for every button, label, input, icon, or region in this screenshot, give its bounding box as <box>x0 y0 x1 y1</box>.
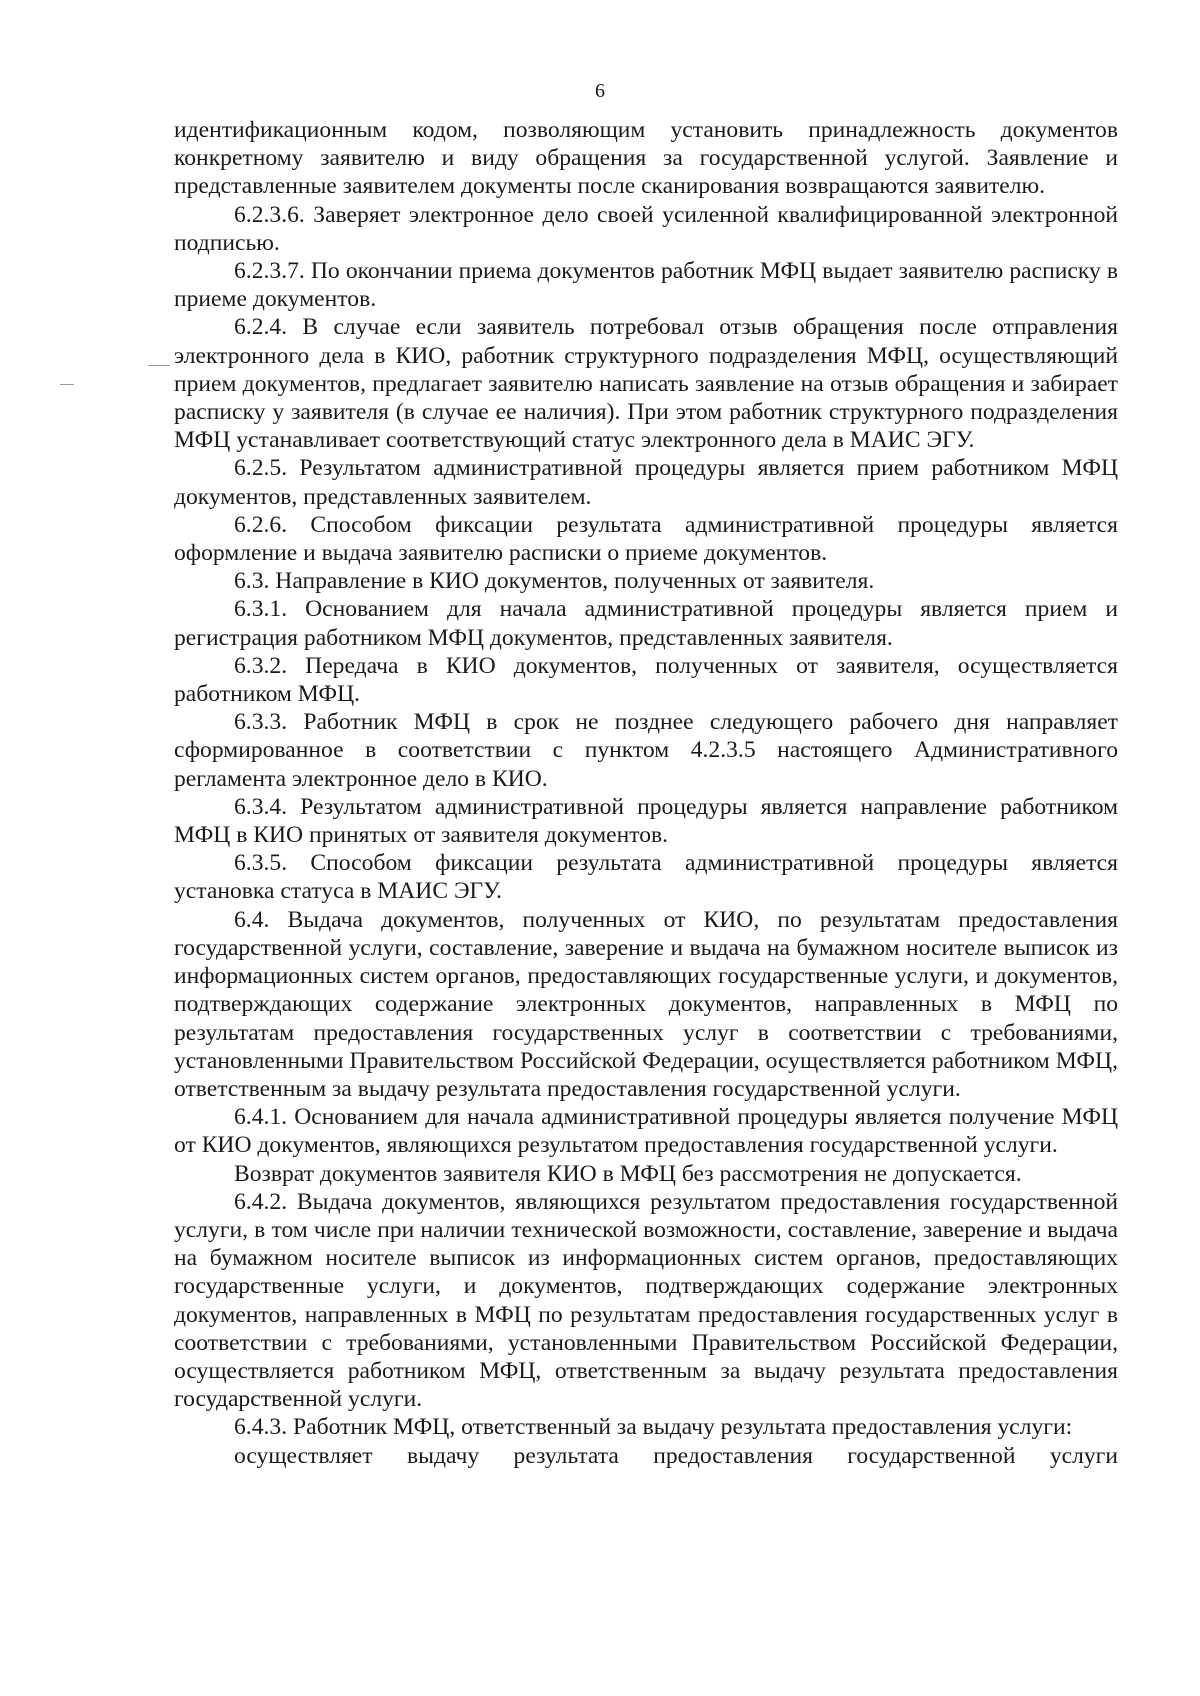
paragraph-6-3-1: 6.3.1. Основанием для начала административной процедуры является прием и регистрация работником МФЦ документов, представленных заявителя. <box>174 596 1118 651</box>
paragraph-return-note: Возврат документов заявителя КИО в МФЦ без рассмотрения не допускается. <box>234 1160 1022 1187</box>
paragraph-6-3: 6.3. Направление в КИО документов, полученных от заявителя. <box>234 568 875 595</box>
paragraph-6-2-5: 6.2.5. Результатом административной процедуры является прием работником МФЦ документов, представленных заявителем. <box>174 455 1118 510</box>
paragraph-6-2-4: 6.2.4. В случае если заявитель потребовал отзыв обращения после отправления электронного дела в КИО, работник структурного подразделения МФЦ, осуществляющий прием документов, предлагает заявителю написать заявление на отзыв обращения и забирает расписку у заявителя (в случае ее наличия). При этом работник структурного подразделения МФЦ устанавливает соответствующий статус электронного дела в МАИС ЭГУ. <box>174 314 1118 454</box>
paragraph-continuation: идентификационным кодом, позволяющим установить принадлежность документов конкретному заявителю и виду обращения за государственной услугой. Заявление и представленные заявителем документы после сканирования возвращаются заявителю. <box>174 117 1118 200</box>
paragraph-6-4-2: 6.4.2. Выдача документов, являющихся результатом предоставления государственной услуги, в том числе при наличии технической возможности, составление, заверение и выдача на бумажном носителе выписок из информационных систем органов, предоставляющих государственные услуги, и документов, подтверждающих содержание электронных документов, направленных в МФЦ по результатам предоставления государственных услуг в соответствии с требованиями, установленными Правительством Российской Федерации, осуществляется работником МФЦ, ответственным за выдачу результата предоставления государственной услуги. <box>174 1188 1118 1413</box>
paragraph-6-2-3-7: 6.2.3.7. По окончании приема документов работник МФЦ выдает заявителю расписку в приеме документов. <box>174 258 1118 313</box>
paragraph-6-4-3: 6.4.3. Работник МФЦ, ответственный за выдачу результата предоставления услуги: <box>234 1414 1073 1441</box>
paragraph-6-2-3-6: 6.2.3.6. Заверяет электронное дело своей усиленной квалифицированной электронной подписью. <box>174 201 1118 256</box>
document-body <box>174 116 1118 1470</box>
paragraph-6-4: 6.4. Выдача документов, полученных от КИО, по результатам предоставления государственной услуги, составление, заверение и выдача на бумажном носителе выписок из информационных систем органов, предоставляющих государственные услуги, и документов, подтверждающих содержание электронных документов, направленных в МФЦ по результатам предоставления государственных услуг в соответствии с требованиями, установленными Правительством Российской Федерации, осуществляется работником МФЦ, ответственным за выдачу результата предоставления государственной услуги. <box>174 906 1118 1102</box>
paragraph-6-3-2: 6.3.2. Передача в КИО документов, полученных от заявителя, осуществляется работником МФЦ. <box>174 652 1118 708</box>
paragraph-6-3-4: 6.3.4. Результатом административной процедуры является направление работником МФЦ в КИО принятых от заявителя документов. <box>174 793 1118 849</box>
paragraph-6-2-6: 6.2.6. Способом фиксации результата административной процедуры является оформление и выдача заявителю расписки о приеме документов. <box>174 511 1118 567</box>
page-number: 6 <box>595 80 605 102</box>
paragraph-6-3-3: 6.3.3. Работник МФЦ в срок не позднее следующего рабочего дня направляет сформированное в соответствии с пунктом 4.2.3.5 настоящего Административного регламента электронное дело в КИО. <box>174 709 1118 792</box>
scan-artifact <box>148 365 170 366</box>
paragraph-6-3-5: 6.3.5. Способом фиксации результата административной процедуры является установка статуса в МАИС ЭГУ. <box>174 850 1118 905</box>
paragraph-6-4-3-item: осуществляет выдачу результата предоставления государственной услуги <box>234 1442 1118 1469</box>
paragraph-6-4-1: 6.4.1. Основанием для начала административной процедуры является получение МФЦ от КИО документов, являющихся результатом предоставления государственной услуги. <box>174 1104 1118 1159</box>
scan-artifact <box>60 384 74 385</box>
